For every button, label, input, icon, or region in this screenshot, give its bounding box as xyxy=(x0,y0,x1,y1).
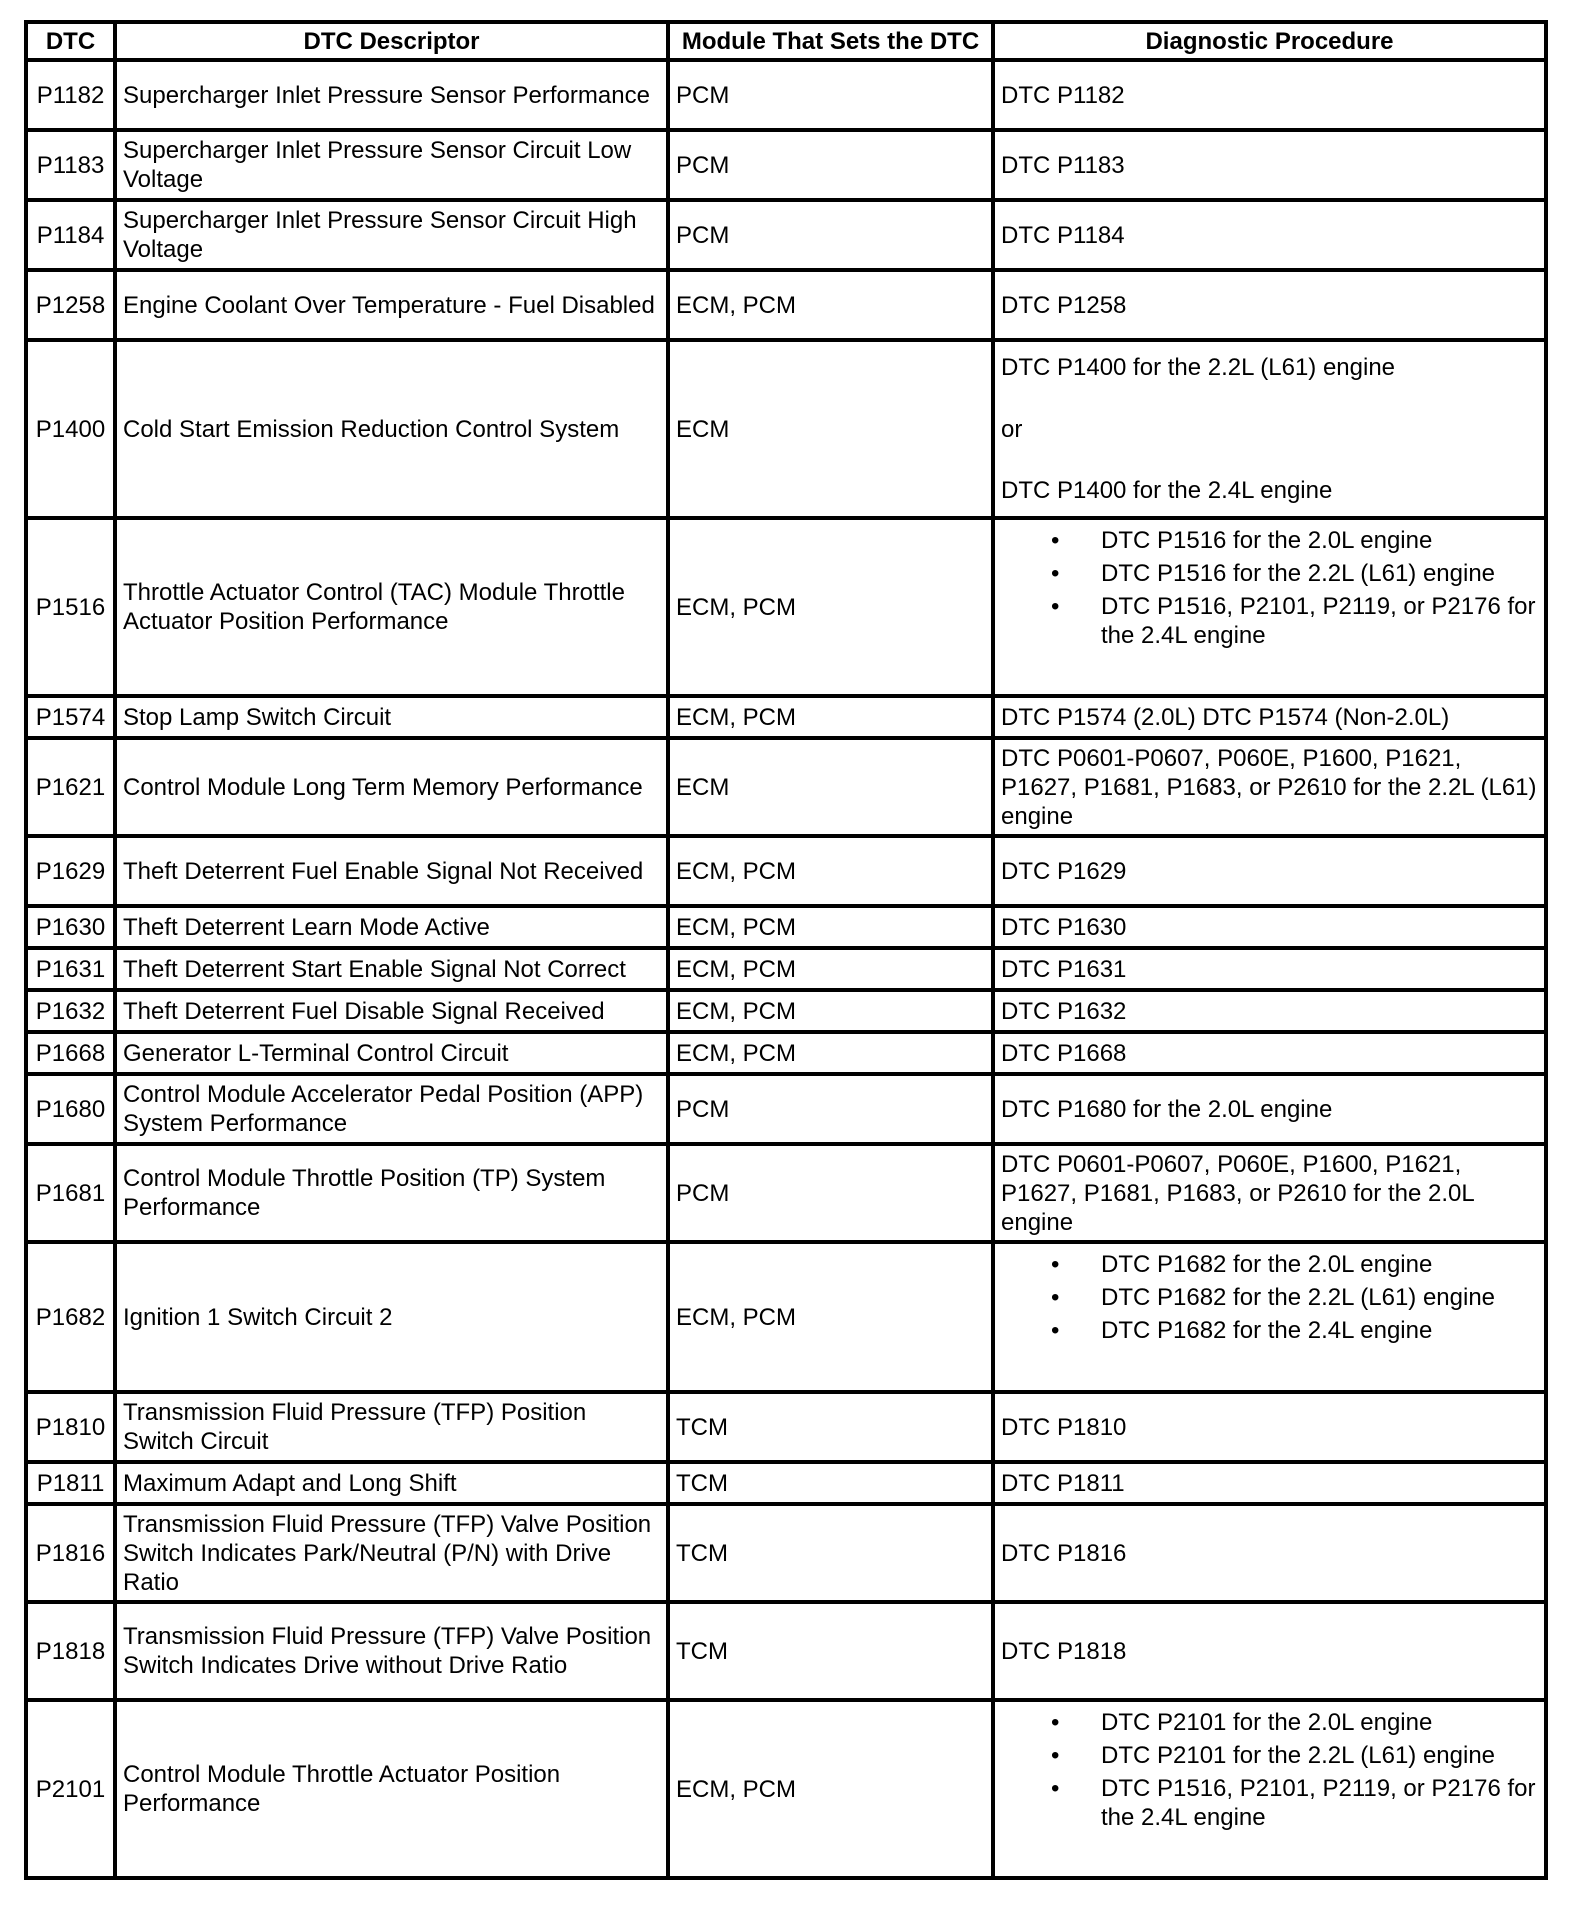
dtc-module: ECM, PCM xyxy=(668,696,993,738)
dtc-descriptor: Maximum Adapt and Long Shift xyxy=(115,1462,668,1504)
dtc-module: TCM xyxy=(668,1392,993,1462)
dtc-code: P1183 xyxy=(26,130,115,200)
dtc-descriptor: Generator L-Terminal Control Circuit xyxy=(115,1032,668,1074)
dtc-module: ECM, PCM xyxy=(668,948,993,990)
table-body xyxy=(26,60,1546,1878)
table-row xyxy=(26,738,1546,836)
diagnostic-procedure: DTC P1816 xyxy=(993,1504,1546,1602)
dtc-descriptor: Control Module Long Term Memory Performance xyxy=(115,738,668,836)
procedure-bullet: • DTC P1516 for the 2.2L (L61) engine xyxy=(1001,559,1538,588)
header-descriptor: DTC Descriptor xyxy=(115,22,668,60)
dtc-descriptor: Supercharger Inlet Pressure Sensor Circuit High Voltage xyxy=(115,200,668,270)
dtc-module: ECM, PCM xyxy=(668,990,993,1032)
procedure-bullet: • DTC P1516 for the 2.0L engine xyxy=(1001,526,1538,555)
dtc-descriptor: Transmission Fluid Pressure (TFP) Position Switch Circuit xyxy=(115,1392,668,1462)
dtc-descriptor: Control Module Throttle Position (TP) System Performance xyxy=(115,1144,668,1242)
header-module: Module That Sets the DTC xyxy=(668,22,993,60)
table-row xyxy=(26,906,1546,948)
dtc-code: P1258 xyxy=(26,270,115,340)
dtc-module: ECM, PCM xyxy=(668,1700,993,1878)
table-row xyxy=(26,1602,1546,1700)
diagnostic-procedure: DTC P1632 xyxy=(993,990,1546,1032)
diagnostic-procedure: DTC P1182 xyxy=(993,60,1546,130)
diagnostic-procedure xyxy=(993,1700,1546,1878)
dtc-descriptor: Theft Deterrent Learn Mode Active xyxy=(115,906,668,948)
table-row xyxy=(26,836,1546,906)
table-row xyxy=(26,696,1546,738)
dtc-module: TCM xyxy=(668,1504,993,1602)
dtc-descriptor: Ignition 1 Switch Circuit 2 xyxy=(115,1242,668,1392)
table-row xyxy=(26,1032,1546,1074)
dtc-table xyxy=(24,20,1548,1880)
procedure-bullet: • DTC P1682 for the 2.0L engine xyxy=(1001,1250,1538,1279)
dtc-descriptor: Supercharger Inlet Pressure Sensor Performance xyxy=(115,60,668,130)
diagnostic-procedure: DTC P1629 xyxy=(993,836,1546,906)
table-row xyxy=(26,1462,1546,1504)
dtc-descriptor: Theft Deterrent Start Enable Signal Not Correct xyxy=(115,948,668,990)
dtc-code: P1629 xyxy=(26,836,115,906)
procedure-bullet: • DTC P1516, P2101, P2119, or P2176 for the 2.4L engine xyxy=(1001,592,1538,650)
dtc-code: P1668 xyxy=(26,1032,115,1074)
table-row xyxy=(26,340,1546,518)
table-row xyxy=(26,1144,1546,1242)
diagnostic-procedure: DTC P0601-P0607, P060E, P1600, P1621, P1627, P1681, P1683, or P2610 for the 2.0L engine xyxy=(993,1144,1546,1242)
table-row xyxy=(26,1700,1546,1878)
dtc-descriptor: Control Module Accelerator Pedal Position (APP) System Performance xyxy=(115,1074,668,1144)
dtc-module: TCM xyxy=(668,1602,993,1700)
procedure-bullet: • DTC P1516, P2101, P2119, or P2176 for the 2.4L engine xyxy=(1001,1774,1538,1832)
dtc-code: P1811 xyxy=(26,1462,115,1504)
procedure-bullet: • DTC P1682 for the 2.2L (L61) engine xyxy=(1001,1283,1538,1312)
table-row xyxy=(26,270,1546,340)
dtc-code: P1681 xyxy=(26,1144,115,1242)
table-row xyxy=(26,948,1546,990)
diagnostic-procedure xyxy=(993,518,1546,696)
dtc-module: ECM, PCM xyxy=(668,518,993,696)
procedure-bullet: • DTC P2101 for the 2.2L (L61) engine xyxy=(1001,1741,1538,1770)
dtc-module: ECM, PCM xyxy=(668,1242,993,1392)
procedure-bullet-list xyxy=(1001,1250,1538,1345)
dtc-code: P1621 xyxy=(26,738,115,836)
dtc-module: ECM, PCM xyxy=(668,906,993,948)
table-row xyxy=(26,200,1546,270)
table-row xyxy=(26,990,1546,1032)
diagnostic-procedure: DTC P1258 xyxy=(993,270,1546,340)
diagnostic-procedure xyxy=(993,1242,1546,1392)
diagnostic-procedure: DTC P1184 xyxy=(993,200,1546,270)
dtc-code: P1632 xyxy=(26,990,115,1032)
procedure-bullet: • DTC P1682 for the 2.4L engine xyxy=(1001,1316,1538,1345)
dtc-descriptor: Theft Deterrent Fuel Enable Signal Not Received xyxy=(115,836,668,906)
dtc-module: ECM, PCM xyxy=(668,1032,993,1074)
dtc-code: P1818 xyxy=(26,1602,115,1700)
dtc-module: PCM xyxy=(668,130,993,200)
procedure-bullet: • DTC P2101 for the 2.0L engine xyxy=(1001,1708,1538,1737)
dtc-code: P1574 xyxy=(26,696,115,738)
dtc-code: P1680 xyxy=(26,1074,115,1144)
dtc-descriptor: Transmission Fluid Pressure (TFP) Valve Position Switch Indicates Park/Neutral (P/N) with Drive Ratio xyxy=(115,1504,668,1602)
procedure-alternatives xyxy=(1001,353,1538,505)
diagnostic-procedure: DTC P1818 xyxy=(993,1602,1546,1700)
dtc-descriptor: Theft Deterrent Fuel Disable Signal Received xyxy=(115,990,668,1032)
table-row xyxy=(26,130,1546,200)
procedure-line: DTC P1400 for the 2.4L engine xyxy=(1001,477,1333,504)
dtc-module: ECM, PCM xyxy=(668,836,993,906)
header-dtc: DTC xyxy=(26,22,115,60)
dtc-code: P1400 xyxy=(26,340,115,518)
dtc-descriptor: Supercharger Inlet Pressure Sensor Circuit Low Voltage xyxy=(115,130,668,200)
table-row xyxy=(26,60,1546,130)
dtc-module: PCM xyxy=(668,1144,993,1242)
diagnostic-procedure: DTC P1183 xyxy=(993,130,1546,200)
dtc-module: ECM xyxy=(668,738,993,836)
dtc-code: P1516 xyxy=(26,518,115,696)
diagnostic-procedure: DTC P1631 xyxy=(993,948,1546,990)
procedure-line: DTC P1400 for the 2.2L (L61) engine xyxy=(1001,354,1396,381)
dtc-code: P1184 xyxy=(26,200,115,270)
dtc-code: P1816 xyxy=(26,1504,115,1602)
dtc-code: P1682 xyxy=(26,1242,115,1392)
diagnostic-procedure: DTC P1811 xyxy=(993,1462,1546,1504)
procedure-or: or xyxy=(1001,415,1023,443)
diagnostic-procedure: DTC P1574 (2.0L) DTC P1574 (Non-2.0L) xyxy=(993,696,1546,738)
table-row xyxy=(26,1074,1546,1144)
dtc-module: TCM xyxy=(668,1462,993,1504)
dtc-module: PCM xyxy=(668,60,993,130)
dtc-code: P2101 xyxy=(26,1700,115,1878)
dtc-module: ECM, PCM xyxy=(668,270,993,340)
diagnostic-procedure: DTC P1680 for the 2.0L engine xyxy=(993,1074,1546,1144)
dtc-module: PCM xyxy=(668,1074,993,1144)
diagnostic-procedure: DTC P1630 xyxy=(993,906,1546,948)
dtc-code: P1182 xyxy=(26,60,115,130)
dtc-descriptor: Throttle Actuator Control (TAC) Module Throttle Actuator Position Performance xyxy=(115,518,668,696)
table-row xyxy=(26,1504,1546,1602)
dtc-descriptor: Engine Coolant Over Temperature - Fuel Disabled xyxy=(115,270,668,340)
dtc-descriptor: Control Module Throttle Actuator Position Performance xyxy=(115,1700,668,1878)
procedure-bullet-list xyxy=(1001,526,1538,650)
dtc-code: P1631 xyxy=(26,948,115,990)
diagnostic-procedure: DTC P1810 xyxy=(993,1392,1546,1462)
diagnostic-procedure: DTC P1668 xyxy=(993,1032,1546,1074)
table-row xyxy=(26,518,1546,696)
dtc-descriptor: Transmission Fluid Pressure (TFP) Valve Position Switch Indicates Drive without Drive Ratio xyxy=(115,1602,668,1700)
header-procedure: Diagnostic Procedure xyxy=(993,22,1546,60)
dtc-module: ECM xyxy=(668,340,993,518)
header-row xyxy=(26,22,1546,60)
dtc-descriptor: Cold Start Emission Reduction Control System xyxy=(115,340,668,518)
table-row xyxy=(26,1242,1546,1392)
dtc-code: P1810 xyxy=(26,1392,115,1462)
dtc-descriptor: Stop Lamp Switch Circuit xyxy=(115,696,668,738)
dtc-module: PCM xyxy=(668,200,993,270)
procedure-bullet-list xyxy=(1001,1708,1538,1832)
diagnostic-procedure xyxy=(993,340,1546,518)
diagnostic-procedure: DTC P0601-P0607, P060E, P1600, P1621, P1627, P1681, P1683, or P2610 for the 2.2L (L61) engine xyxy=(993,738,1546,836)
dtc-code: P1630 xyxy=(26,906,115,948)
table-row xyxy=(26,1392,1546,1462)
